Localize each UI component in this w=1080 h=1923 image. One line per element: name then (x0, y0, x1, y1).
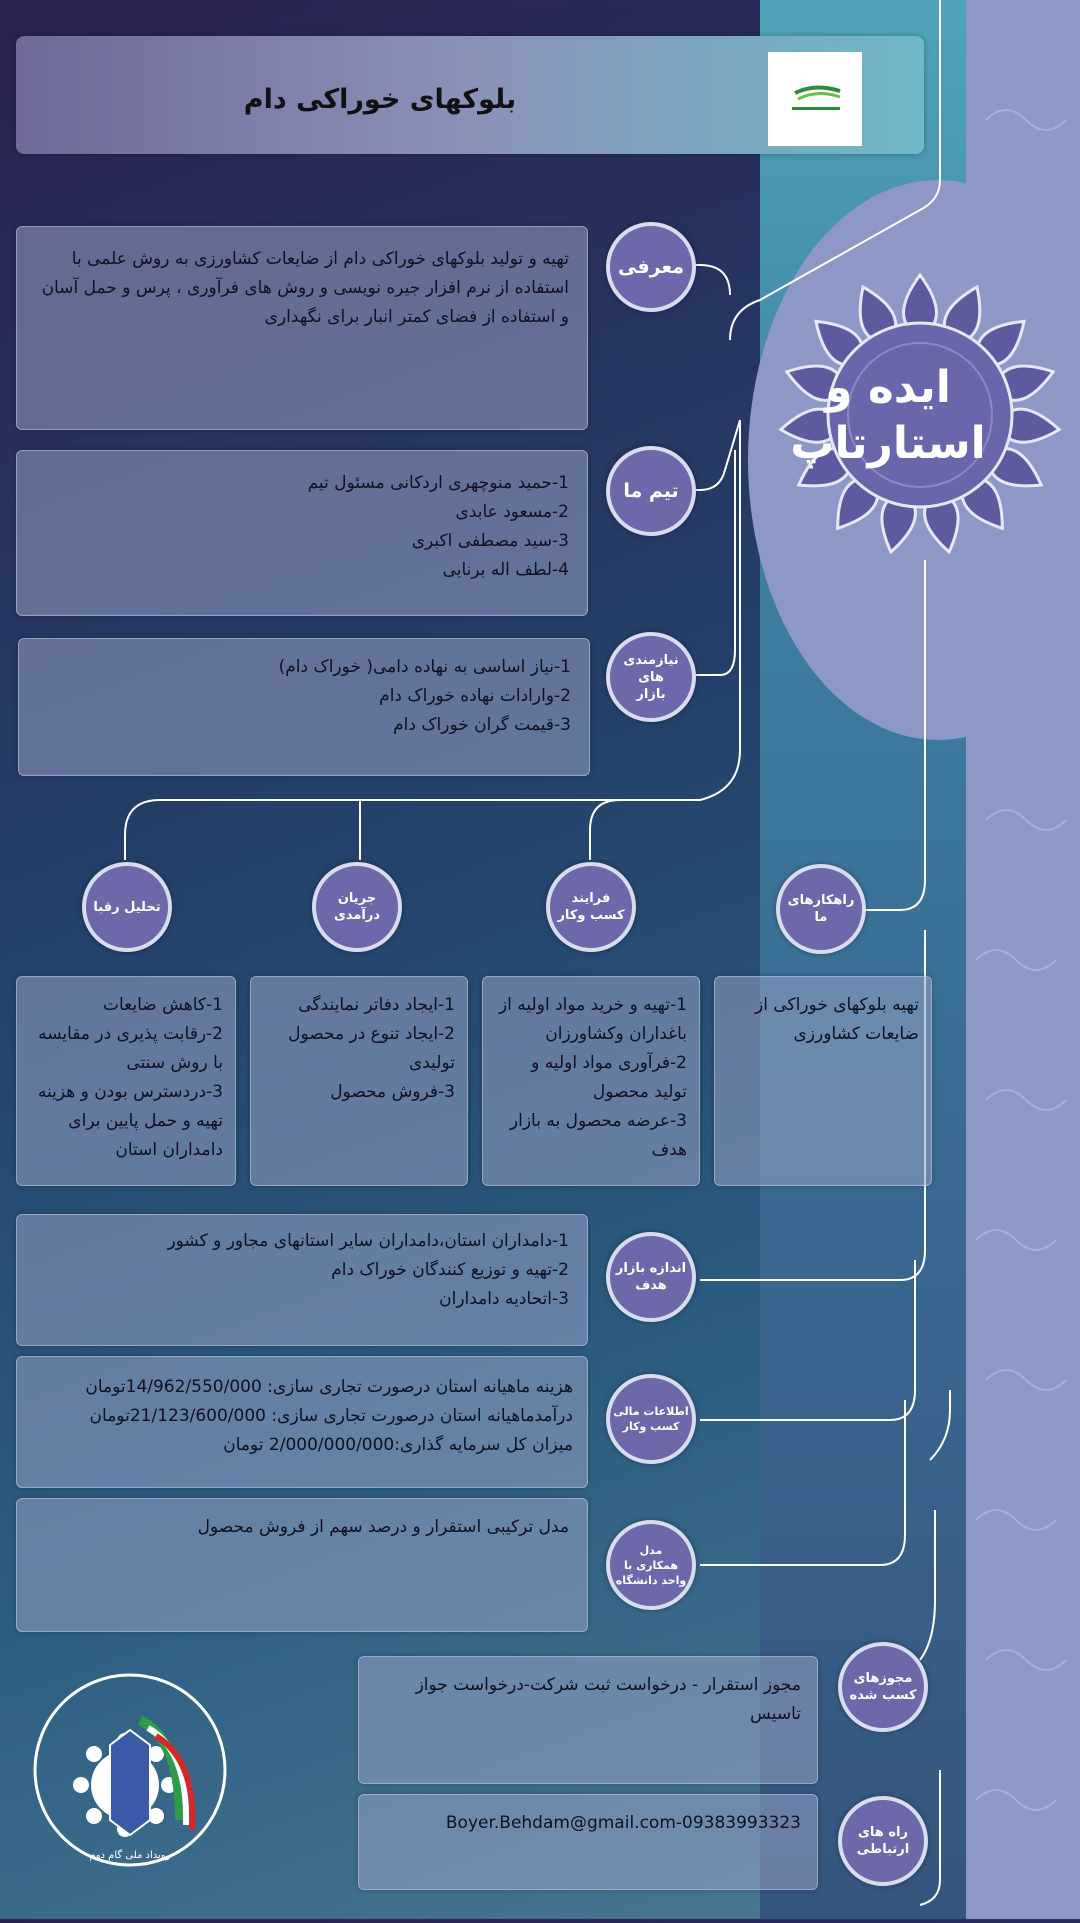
intro-badge (606, 222, 696, 312)
company-logo (768, 52, 862, 146)
team-item: 3-سید مصطفی اکبری (411, 531, 569, 551)
permits-badge (838, 1642, 928, 1732)
finance-item: هزینه ماهیانه استان درصورت تجاری سازی: 14/962/550/000تومان (85, 1377, 573, 1397)
team-badge (606, 446, 696, 536)
revenue-badge (312, 862, 402, 952)
finance-item: درآمدماهیانه استان درصورت تجاری سازی: 21/123/600/000تومان (89, 1406, 573, 1426)
revenue-item: 3-فروش محصول (330, 1082, 455, 1102)
process-item: 3-عرضه محصول به بازار هدف (509, 1111, 687, 1160)
cooperation-badge-line: همکاری با (623, 1558, 679, 1572)
contact-panel (358, 1794, 818, 1890)
process-badge-line: کسب وکار (557, 908, 625, 923)
revenue-badge-line: جریان (337, 891, 377, 906)
competitors-item: 3-دردسترس بودن و هزینه تهیه و حمل پایین برای دامداران استان (37, 1082, 223, 1160)
logo-waves-icon (780, 79, 850, 119)
cooperation-badge-line: واحد دانشگاه (615, 1573, 687, 1587)
market-item: 2-تهیه و توزیع کنندگان خوراک دام (331, 1260, 569, 1280)
emblem-caption: رویداد ملی گام دوم (89, 1850, 171, 1861)
finance-badge (606, 1374, 696, 1464)
market-item: 3-اتحادیه دامداران (439, 1289, 569, 1309)
team-item: 4-لطف اله برنایی (442, 560, 569, 580)
needs-item: 1-نیاز اساسی به نهاده دامی( خوراک دام) (278, 657, 571, 677)
team-item: 2-مسعود عابدی (455, 502, 569, 522)
competitors-badge-label: تحلیل رقبا (93, 899, 161, 915)
team-badge-label: تیم ما (623, 480, 679, 502)
intro-panel (16, 226, 588, 430)
hero-line-2: استارتاپ (790, 418, 986, 469)
intro-text: تهیه و تولید بلوکهای خوراکی دام از ضایعات کشاورزی به روش علمی با استفاده از نرم افزار جیره نویسی و روش های فرآوری ، پرس و حمل آسان و استفاده از فضای کمتر انبار برای نگهداری (41, 249, 569, 327)
needs-item: 2-وارادات نهاده خوراک دام (379, 686, 571, 706)
market-badge-line: هدف (635, 1278, 667, 1293)
process-badge (546, 862, 636, 952)
market-badge (606, 1232, 696, 1322)
cooperation-text: مدل ترکیبی استقرار و درصد سهم از فروش محصول (197, 1517, 569, 1537)
competitors-badge (82, 862, 172, 952)
solutions-text: تهیه بلوکهای خوراکی از ضایعات کشاورزی (755, 995, 919, 1044)
contact-badge-line: راه های (858, 1825, 908, 1840)
market-panel (16, 1214, 588, 1346)
solutions-badge-line: ما (814, 910, 828, 925)
process-item: 2-فرآوری مواد اولیه و تولید محصول (531, 1053, 687, 1102)
permits-badge-line: مجوزهای (853, 1671, 913, 1686)
page-title: بلوکهای خوراکی دام (243, 84, 517, 115)
market-item: 1-دامداران استان،دامداران سایر استانهای مجاور و کشور (167, 1231, 569, 1251)
process-panel (482, 976, 700, 1186)
competitors-panel (16, 976, 236, 1186)
permits-panel (358, 1656, 818, 1784)
competitors-item: 1-کاهش ضایعات (102, 995, 223, 1015)
permits-badge-line: کسب شده (849, 1688, 917, 1703)
process-badge-line: فرایند (571, 891, 611, 906)
finance-panel (16, 1356, 588, 1488)
needs-panel (18, 638, 590, 776)
intro-badge-label: معرفی (618, 256, 684, 278)
hero-line-1: ایده و (825, 362, 951, 413)
solutions-badge (776, 864, 866, 954)
cooperation-badge (606, 1520, 696, 1610)
solutions-panel (714, 976, 932, 1186)
needs-badge-line: نیازمندی های (623, 652, 679, 685)
revenue-item: 1-ایجاد دفاتر نمایندگی (298, 995, 455, 1015)
cooperation-badge-line: مدل (639, 1543, 663, 1557)
needs-item: 3-قیمت گران خوراک دام (393, 715, 571, 735)
finance-badge-line: اطلاعات مالی (613, 1405, 689, 1418)
needs-badge (606, 632, 696, 722)
university-emblem (30, 1650, 230, 1890)
market-badge-line: اندازه بازار (615, 1261, 687, 1276)
finance-badge-line: کسب وکار (622, 1420, 680, 1433)
revenue-panel (250, 976, 468, 1186)
process-item: 1-تهیه و خرید مواد اولیه از باغداران وکشاورزان (498, 995, 687, 1044)
competitors-item: 2-رقابت پذیری در مقایسه با روش سنتی (38, 1024, 223, 1073)
team-item: 1-حمید منوچهری اردکانی مسئول تیم (307, 473, 569, 493)
solutions-badge-line: راهکارهای (787, 893, 855, 908)
contact-badge-line: ارتباطی (856, 1842, 910, 1857)
contact-badge (838, 1796, 928, 1886)
permits-text: مجوز استقرار - درخواست ثبت شرکت-درخواست جواز تاسیس (415, 1675, 801, 1724)
contact-text[interactable]: Boyer.Behdam@gmail.com-09383993323 (445, 1813, 801, 1833)
finance-item: میزان کل سرمایه گذاری:2/000/000/000 تومان (223, 1435, 573, 1455)
needs-badge-line: بازار (636, 686, 666, 702)
revenue-badge-line: درآمدی (333, 908, 381, 923)
cooperation-panel (16, 1498, 588, 1632)
revenue-item: 2-ایجاد تنوع در محصول تولیدی (288, 1024, 455, 1073)
team-panel (16, 450, 588, 616)
